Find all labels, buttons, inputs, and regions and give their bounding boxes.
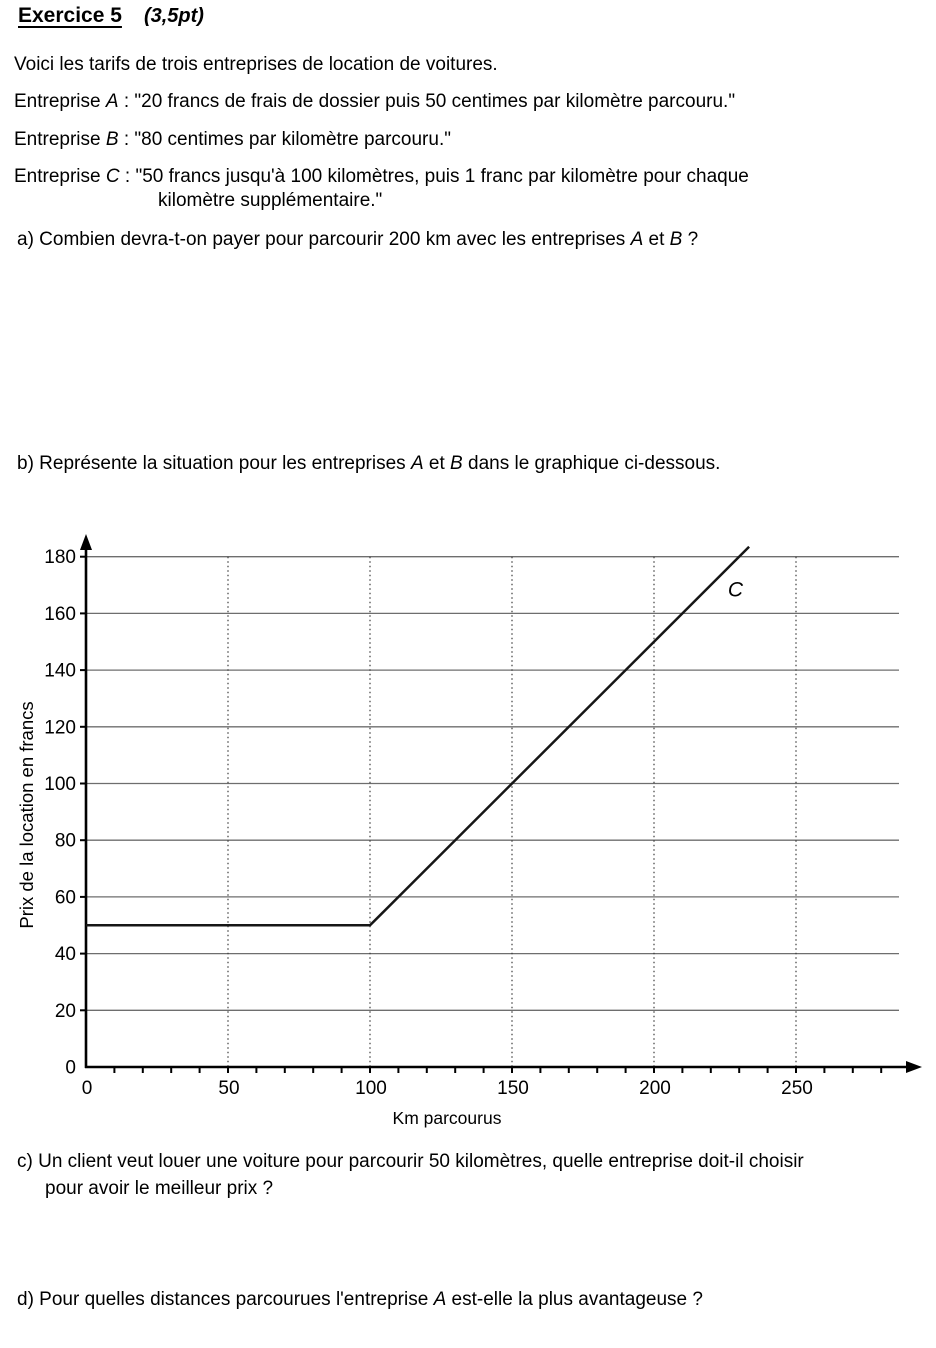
y-axis-arrow [80,534,92,550]
exercise-points: (3,5pt) [143,5,204,27]
x-tick-label: 100 [355,1078,387,1099]
y-tick-label: 120 [44,717,76,739]
question-a-entreprise-b: B [669,229,683,250]
y-tick-label: 60 [54,887,76,909]
x-tick-label: 150 [497,1078,529,1099]
question-d [17,1288,703,1311]
company-b-desc: : "80 centimes par kilomètre parcouru." [118,129,451,150]
y-tick-label: 140 [44,660,76,682]
question-a-mid: et [643,229,670,250]
question-b-entreprise-b: B [450,453,463,474]
company-c-line2: kilomètre supplémentaire." [158,190,383,211]
company-a-name: A [105,91,119,112]
exercise-header [18,4,204,29]
company-b-name: B [105,129,119,150]
company-c-line1 [14,165,749,188]
y-tick-label: 100 [44,774,76,795]
question-b-entreprise-a: A [410,453,424,474]
y-axis-title: Prix de la location en francs [16,701,37,929]
company-b-prefix: Entreprise [14,129,106,150]
x-tick-label: 200 [639,1078,671,1099]
company-a-line [14,90,735,113]
series-label-c: C [727,578,744,602]
y-tick-label: 40 [54,944,76,966]
question-a-text: a) Combien devra-t-on payer pour parcourir 200 km avec les entreprises [17,229,631,250]
company-c-desc: : "50 francs jusqu'à 100 kilomètres, puis 1 franc par kilomètre pour chaque [119,166,749,187]
y-tick-label: 180 [44,547,76,569]
x-tick-label: 50 [218,1078,240,1099]
x-axis-title: Km parcourus [392,1108,502,1128]
x-axis-arrow [906,1061,922,1073]
question-b [17,452,720,475]
question-b-mid: et [423,453,451,474]
x-tick-label: 250 [781,1078,813,1099]
company-c-prefix: Entreprise [14,166,106,187]
exercise-title: Exercice 5 [18,4,122,27]
question-c-line1: c) Un client veut louer une voiture pour parcourir 50 kilomètres, quelle entreprise doit-il choisir [17,1151,804,1172]
price-chart [0,520,936,1140]
y-tick-label: 0 [65,1057,76,1079]
y-tick-label: 80 [54,830,76,852]
company-c-name: C [105,166,120,187]
x-tick-label: 0 [81,1078,93,1099]
company-a-desc: : "20 francs de frais de dossier puis 50 centimes par kilomètre parcouru." [118,91,736,112]
company-b-line [14,128,451,151]
question-b-post: dans le graphique ci-dessous. [462,453,721,474]
series-line-c [86,547,749,926]
y-tick-label: 20 [54,1000,76,1022]
y-tick-label: 160 [44,603,76,625]
question-c-line2: pour avoir le meilleur prix ? [45,1178,274,1199]
question-a-entreprise-a: A [630,229,644,250]
question-d-post: est-elle la plus avantageuse ? [446,1289,703,1310]
question-d-entreprise-a: A [433,1289,447,1310]
question-a-post: ? [682,229,699,250]
company-a-prefix: Entreprise [14,91,106,112]
question-b-text: b) Représente la situation pour les entreprises [17,453,411,474]
intro-text: Voici les tarifs de trois entreprises de location de voitures. [14,54,498,75]
question-a [17,228,698,251]
question-d-text: d) Pour quelles distances parcourues l'entreprise [17,1289,434,1310]
